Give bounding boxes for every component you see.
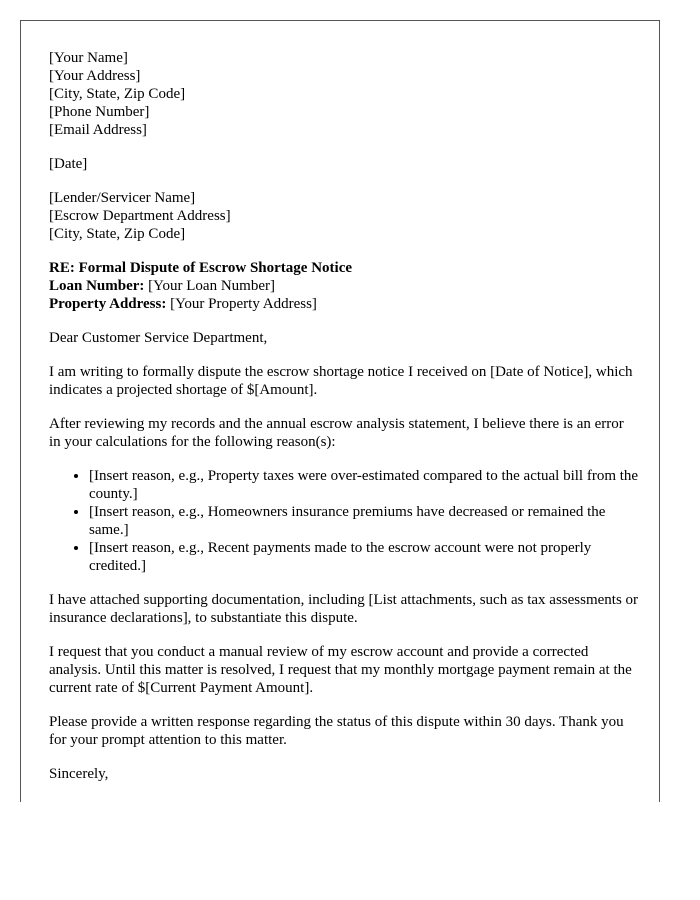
property-address-value: [Your Property Address] [166,296,317,312]
paragraph-response: Please provide a written response regarding the status of this dispute within 30 days. Thank you for your prompt attention to this matter. [49,714,624,748]
letter-date: [Date] [49,156,88,172]
closing: Sincerely, [49,766,109,782]
recipient-city-state-zip: [City, State, Zip Code] [49,226,186,242]
loan-number-value: [Your Loan Number] [144,278,275,294]
list-item: • [Insert reason, e.g., Recent payments made to the escrow account were not properly credited.] [89,539,639,575]
paragraph-request: I request that you conduct a manual review of my escrow account and provide a corrected analysis. Until this matter is resolved, I request that my monthly mortgage payment remain at the current rate of $[Current Payment Amount]. [49,644,632,696]
salutation: Dear Customer Service Department, [49,330,268,346]
subject-block [49,259,639,313]
sender-phone: [Phone Number] [49,104,150,120]
sender-address: [Your Address] [49,68,141,84]
loan-number-label: Loan Number: [49,278,145,294]
property-address-line [49,295,639,313]
recipient-address: [Escrow Department Address] [49,208,231,224]
sender-city-state-zip: [City, State, Zip Code] [49,86,186,102]
sender-name: [Your Name] [49,50,128,66]
paragraph-intro: I am writing to formally dispute the escrow shortage notice I received on [Date of Notice], which indicates a projected shortage of $[Amount]. [49,364,633,398]
list-item: • [Insert reason, e.g., Property taxes were over-estimated compared to the actual bill from the county.] [89,467,639,503]
recipient-block [49,189,639,243]
paragraph-review: After reviewing my records and the annual escrow analysis statement, I believe there is an error in your calculations for the following reason(s): [49,416,624,450]
date-block [49,155,639,173]
sender-block [49,49,639,139]
property-address-label: Property Address: [49,296,167,312]
loan-number-line [49,277,639,295]
reasons-list [49,467,639,575]
sender-email: [Email Address] [49,122,147,138]
recipient-name: [Lender/Servicer Name] [49,190,196,206]
list-item: • [Insert reason, e.g., Homeowners insurance premiums have decreased or remained the same.] [89,503,639,539]
paragraph-attachments: I have attached supporting documentation, including [List attachments, such as tax assessments or insurance declarations], to substantiate this dispute. [49,592,639,626]
re-line: RE: Formal Dispute of Escrow Shortage Notice [49,260,353,276]
letter-page [20,20,660,802]
letter-content [49,49,639,799]
